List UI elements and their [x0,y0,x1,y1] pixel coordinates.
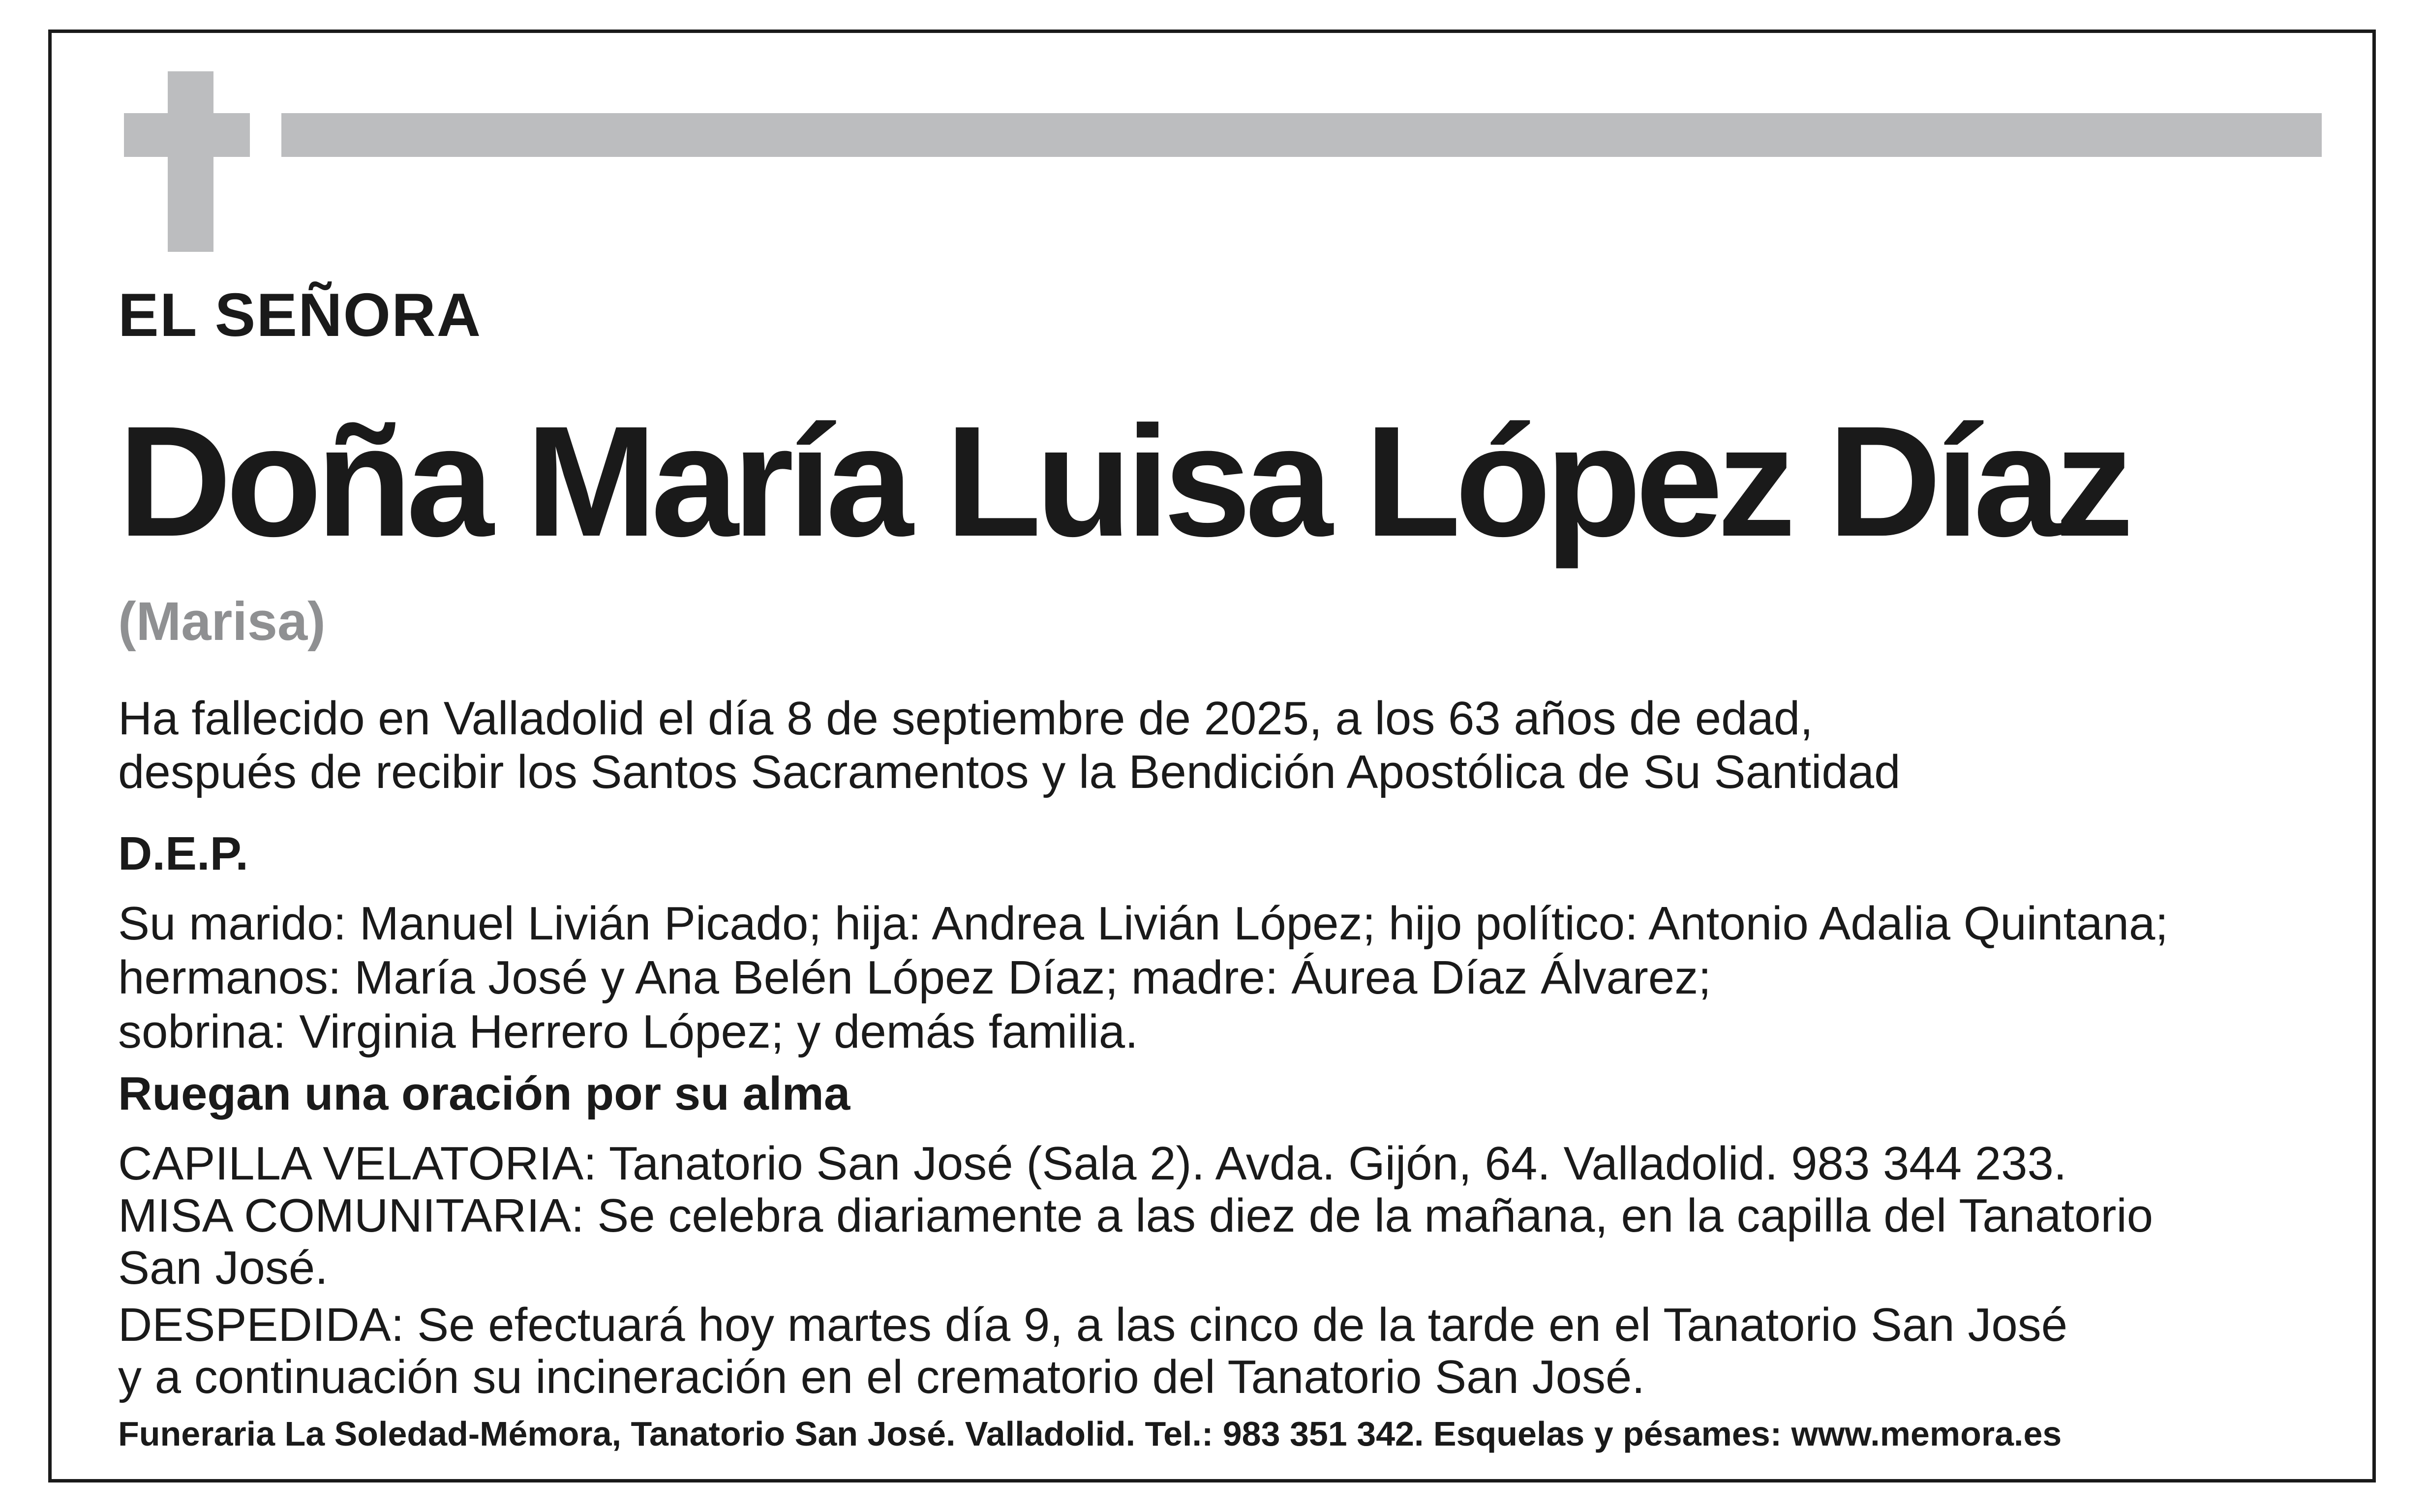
family-line-2: hermanos: María José y Ana Belén López Díaz; madre: Áurea Díaz Álvarez; [118,951,1711,1004]
announcement-line-1: Ha fallecido en Valladolid el día 8 de septiembre de 2025, a los 63 años de edad, [118,692,1813,745]
family-line-3: sobrina: Virginia Herrero López; y demás familia. [118,1005,1138,1058]
deceased-nickname: (Marisa) [118,591,326,652]
prayer-request: Ruegan una oración por su alma [118,1067,850,1120]
details-line-5: y a continuación su incineración en el crematorio del Tanatorio San José. [118,1351,1645,1403]
cross-vertical-bar [168,71,213,252]
deceased-name: Doña María Luisa López Díaz [118,393,2128,569]
details-line-4: DESPEDIDA: Se efectuará hoy martes día 9, a las cinco de la tarde en el Tanatorio San José [118,1299,2068,1351]
cross-horizontal-bar [124,113,250,157]
header-rule [281,113,2322,157]
honorific-title: EL SEÑORA [118,281,482,349]
family-line-1: Su marido: Manuel Livián Picado; hija: Andrea Livián López; hijo político: Antonio Adalia Quintana; [118,897,2169,950]
funeral-home-footer: Funeraria La Soledad-Mémora, Tanatorio San José. Valladolid. Tel.: 983 351 342. Esquelas y pésames: www.memora.es [118,1415,2062,1453]
details-line-3: San José. [118,1241,328,1294]
announcement-line-2: después de recibir los Santos Sacramentos y la Bendición Apostólica de Su Santidad [118,746,1901,798]
details-line-2: MISA COMUNITARIA: Se celebra diariamente a las diez de la mañana, en la capilla del Tanatorio [118,1189,2154,1242]
dep-label: D.E.P. [118,827,249,880]
details-line-1: CAPILLA VELATORIA: Tanatorio San José (Sala 2). Avda. Gijón, 64. Valladolid. 983 344 233. [118,1137,2067,1190]
